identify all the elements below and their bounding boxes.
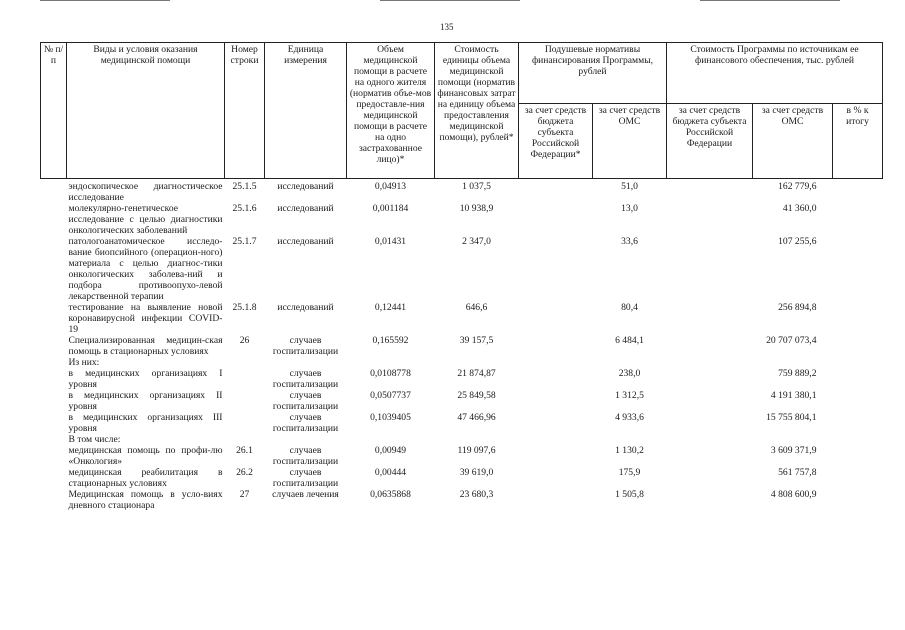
table-row: [41, 236, 883, 302]
row-volume: 0,01431: [374, 236, 407, 247]
row-cost: 646,6: [465, 302, 488, 313]
top-rule: [380, 0, 520, 1]
row-cost: 1 037,5: [462, 181, 491, 192]
col-program-pct-header: в % к итогу: [833, 104, 883, 179]
row-unit: исследований: [277, 302, 334, 313]
row-per-capita-oms: 238,0: [618, 368, 641, 379]
row-unit: случаев госпитализации: [272, 390, 339, 412]
row-number: 25.1.8: [232, 302, 257, 313]
row-unit: исследований: [277, 181, 334, 192]
row-volume: 0,165592: [372, 335, 409, 346]
table-row: [41, 302, 883, 335]
col-program-cost-header: Стоимость Программы по источникам ее финансового обеспечения, тыс. рублей: [667, 43, 883, 104]
table-row: [41, 203, 883, 236]
row-volume: 0,001184: [372, 203, 409, 214]
col-cost-header: Стоимость единицы объема медицинской помощи (норматив финансовых затрат на единицу объема предоставления медицинской помощи), рублей*: [435, 43, 519, 179]
table-row: [41, 445, 883, 467]
col-num-header: № п/п: [41, 43, 67, 179]
row-per-capita-oms: 175,9: [618, 467, 641, 478]
row-cost: 21 874,87: [457, 368, 496, 379]
row-program-oms: 20 707 073,4: [766, 335, 817, 346]
row-program-oms: 4 191 380,1: [770, 390, 817, 401]
col-per-capita-header: Подушевые нормативы финансирования Программы, рублей: [519, 43, 667, 104]
row-volume: 0,0635868: [370, 489, 411, 500]
row-name: молекулярно-генетическое исследование с целью диагностики онкологических заболеваний: [68, 203, 223, 236]
row-unit: случаев госпитализации: [272, 445, 339, 467]
row-name: эндоскопическое диагностическое исследование: [68, 181, 223, 203]
row-name: медицинская реабилитация в стационарных условиях: [68, 467, 223, 489]
row-program-oms: 41 360,0: [782, 203, 817, 214]
row-cost: 2 347,0: [462, 236, 491, 247]
row-name: тестирование на выявление новой коронавирусной инфекции COVID-19: [68, 302, 223, 335]
row-cost: 119 097,6: [457, 445, 496, 456]
table-row: [41, 412, 883, 434]
row-cost: 39 157,5: [459, 335, 494, 346]
row-cost: 25 849,58: [457, 390, 496, 401]
row-per-capita-oms: 13,0: [621, 203, 638, 214]
col-program-budget-header: за счет средств бюджета субъекта Российской Федерации: [667, 104, 753, 179]
row-per-capita-oms: 1 312,5: [615, 390, 644, 401]
row-per-capita-oms: 1 130,2: [615, 445, 644, 456]
row-number: 26: [239, 335, 250, 346]
table-row: [41, 390, 883, 412]
row-per-capita-oms: 1 505,8: [615, 489, 644, 500]
row-number: 25.1.7: [232, 236, 257, 247]
row-program-oms: 107 255,6: [778, 236, 817, 247]
row-program-oms: 15 755 804,1: [766, 412, 817, 423]
row-program-oms: 561 757,8: [778, 467, 817, 478]
row-cost: 39 619,0: [459, 467, 494, 478]
col-volume-header: Объем медицинской помощи в расчете на одного жителя (норматив объе-мов предоставле-ния медицинской помощи в расчете на одно застрахованное лицо)*: [347, 43, 435, 179]
row-name: Специализированная медицин-ская помощь в стационарных условиях: [68, 335, 223, 357]
row-cost: 23 680,3: [459, 489, 494, 500]
row-volume: 0,04913: [374, 181, 407, 192]
row-unit: исследований: [277, 236, 334, 247]
row-volume: 0,0108778: [370, 368, 411, 379]
row-per-capita-oms: 6 484,1: [615, 335, 644, 346]
row-number: 25.1.5: [232, 181, 257, 192]
col-per-capita-oms-header: за счет средств ОМС: [593, 104, 667, 179]
row-per-capita-oms: 80,4: [621, 302, 638, 313]
col-kind-header: Виды и условия оказания медицинской помощи: [67, 43, 225, 179]
table-row: [41, 489, 883, 511]
top-rule: [700, 0, 840, 1]
col-unit-header: Единица измерения: [265, 43, 347, 179]
row-name: патологоанатомическое исследо-вание биопсийного (операцион-ного) материала с целью диагнос-тики онкологических заболева-ний и подбора противоопухо-левой лекарственной терапии: [68, 236, 223, 302]
table-row: [41, 179, 883, 204]
row-program-oms: 162 779,6: [778, 181, 817, 192]
row-volume: 0,00444: [374, 467, 407, 478]
row-volume: 0,0507737: [370, 390, 411, 401]
row-name: в медицинских организациях I уровня: [68, 368, 223, 390]
table-row: [41, 335, 883, 357]
table-row: [41, 434, 883, 445]
row-name: медицинская помощь по профи-лю «Онкология»: [68, 445, 223, 467]
row-number: 27: [239, 489, 250, 500]
col-per-capita-budget-header: за счет средств бюджета субъекта Российской Федерации*: [519, 104, 593, 179]
row-name: Медицинская помощь в усло-виях дневного стационара: [68, 489, 223, 511]
row-unit: исследований: [277, 203, 334, 214]
row-number: 26.2: [236, 467, 253, 478]
top-rule: [40, 0, 170, 1]
row-number: [225, 368, 265, 390]
col-row-header: Номер строки: [225, 43, 265, 179]
row-cost: 47 466,96: [457, 412, 496, 423]
row-number: [225, 412, 265, 434]
row-per-capita-oms: 33,6: [621, 236, 638, 247]
row-per-capita-oms: 4 933,6: [615, 412, 644, 423]
page-number: 135: [440, 22, 454, 32]
row-program-oms: 759 889,2: [778, 368, 817, 379]
program-table: [40, 42, 883, 511]
row-unit: случаев госпитализации: [272, 467, 339, 489]
row-number: 26.1: [236, 445, 253, 456]
row-per-capita-oms: 51,0: [621, 181, 638, 192]
row-unit: случаев госпитализации: [272, 335, 339, 357]
col-program-oms-header: за счет средств ОМС: [753, 104, 833, 179]
row-volume: 0,12441: [374, 302, 407, 313]
row-name: в медицинских организациях III уровня: [68, 412, 223, 434]
row-unit: случаев госпитализации: [272, 368, 339, 390]
table-row: [41, 467, 883, 489]
row-unit: случаев госпитализации: [272, 412, 339, 434]
row-number: [225, 390, 265, 412]
row-program-oms: 256 894,8: [778, 302, 817, 313]
row-unit: случаев лечения: [272, 489, 339, 500]
table-row: [41, 357, 883, 368]
row-volume: 0,1039405: [370, 412, 411, 423]
row-name: в медицинских организациях II уровня: [68, 390, 223, 412]
row-number: 25.1.6: [232, 203, 257, 214]
row-program-oms: 4 808 600,9: [770, 489, 817, 500]
row-name: Из них:: [68, 357, 100, 368]
row-volume: 0,00949: [374, 445, 407, 456]
row-program-oms: 3 609 371,9: [770, 445, 817, 456]
row-name: В том числе:: [68, 434, 121, 445]
table-row: [41, 368, 883, 390]
row-cost: 10 938,9: [459, 203, 494, 214]
